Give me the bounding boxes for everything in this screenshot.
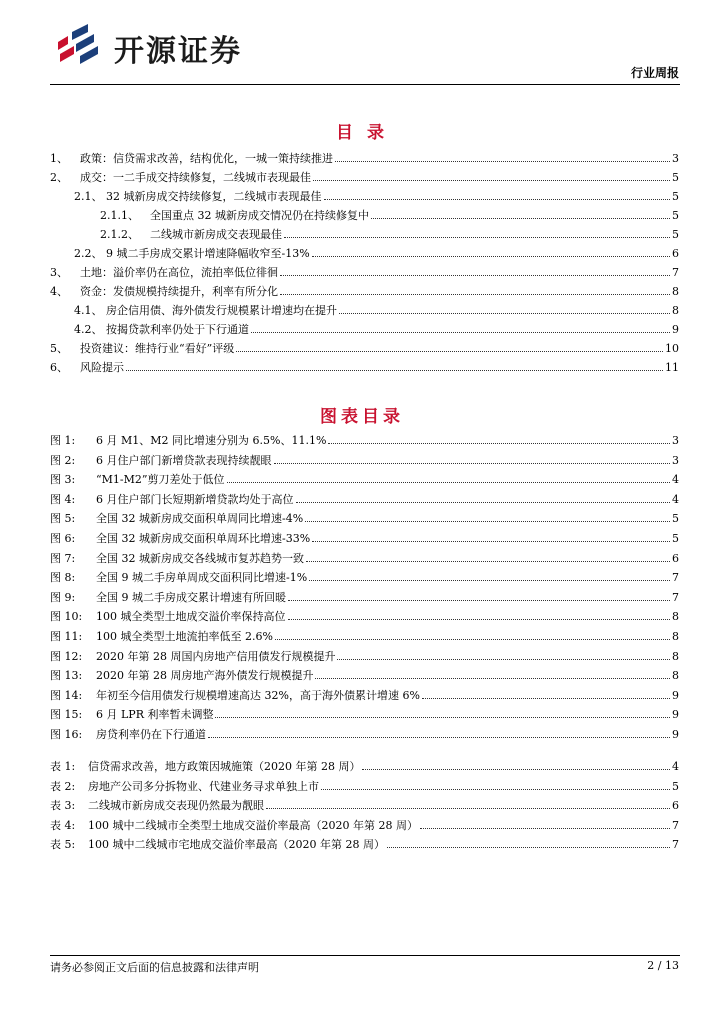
entry-title: 2020 年第 28 周房地产海外债发行规模提升 xyxy=(96,669,314,683)
entry-number: 6、 xyxy=(50,361,68,374)
entry-page-number: 6 xyxy=(672,551,679,565)
entry-title: 全国 9 城二手房单周成交面积同比增速-1% xyxy=(96,571,308,585)
entry-title: 风险提示 xyxy=(80,361,124,374)
entry-number: 4.2、 xyxy=(74,323,103,336)
dot-leader xyxy=(313,179,670,181)
dot-leader xyxy=(312,255,670,257)
entry-page-number: 7 xyxy=(672,818,679,832)
page-header xyxy=(0,0,724,88)
figures-entry[interactable] xyxy=(50,604,679,623)
entry-number: 图 4: xyxy=(50,492,76,506)
entry-number: 2、 xyxy=(50,171,68,184)
entry-title: 二线城市新房成交表现最佳 xyxy=(150,228,282,241)
dot-leader xyxy=(309,579,670,581)
toc-entry[interactable] xyxy=(74,298,679,317)
dot-leader xyxy=(305,520,670,522)
entry-title: “M1-M2”剪刀差处于低位 xyxy=(96,473,225,487)
entry-number: 图 10: xyxy=(50,610,83,624)
entry-page-number: 4 xyxy=(672,760,679,773)
dot-leader xyxy=(280,293,670,295)
entry-page-number: 7 xyxy=(672,838,679,852)
entry-page-number: 9 xyxy=(672,323,679,336)
entry-title: 100 城中二线城市全类型土地成交溢价率最高（2020 年第 28 周） xyxy=(88,818,418,832)
report-type-label: 行业周报 xyxy=(630,66,679,80)
figures-entry[interactable] xyxy=(50,565,679,584)
entry-page-number: 8 xyxy=(672,304,679,317)
entry-number: 4.1、 xyxy=(74,304,103,317)
tables-entry[interactable] xyxy=(50,774,679,793)
dot-leader xyxy=(266,807,670,809)
toc-entry[interactable] xyxy=(50,165,679,184)
entry-page-number: 3 xyxy=(672,152,679,165)
entry-page-number: 5 xyxy=(672,779,679,793)
dot-leader xyxy=(321,788,670,790)
entry-title: 全国重点 32 城新房成交情况仍在持续修复中 xyxy=(150,209,369,222)
dot-leader xyxy=(280,274,670,276)
entry-title: 政策：信贷需求改善，结构优化，一城一策持续推进 xyxy=(80,152,333,165)
entry-title: 6 月 M1、M2 同比增速分别为 6.5%、11.1% xyxy=(96,434,327,447)
header-divider xyxy=(50,84,680,85)
figures-entry[interactable] xyxy=(50,585,679,604)
dot-leader xyxy=(324,198,671,200)
entry-page-number: 5 xyxy=(672,512,679,526)
tables-entry[interactable] xyxy=(50,813,679,832)
entry-title: 100 城中二线城市宅地成交溢价率最高（2020 年第 28 周） xyxy=(88,838,385,852)
entry-number: 图 12: xyxy=(50,649,83,663)
dot-leader xyxy=(362,768,670,770)
dot-leader xyxy=(306,560,670,562)
toc-title: 目 录 xyxy=(336,123,388,143)
entry-title: 100 城全类型土地流拍率低至 2.6% xyxy=(96,630,273,643)
dot-leader xyxy=(387,846,670,848)
figures-entry[interactable] xyxy=(50,663,679,682)
dot-leader xyxy=(208,736,670,738)
entry-page-number: 5 xyxy=(672,209,679,222)
entry-number: 表 2: xyxy=(50,779,76,793)
entry-page-number: 11 xyxy=(665,361,679,374)
dot-leader xyxy=(339,312,670,314)
entry-number: 图 8: xyxy=(50,571,76,585)
figures-entry[interactable] xyxy=(50,722,679,741)
entry-number: 表 3: xyxy=(50,799,76,813)
figures-title: 图表目录 xyxy=(320,407,404,427)
entry-page-number: 8 xyxy=(672,649,679,663)
entry-page-number: 3 xyxy=(672,453,679,467)
toc-entry[interactable] xyxy=(50,146,679,165)
toc-entry[interactable] xyxy=(100,203,679,222)
figures-entry[interactable] xyxy=(50,428,679,447)
footer-divider xyxy=(50,955,680,956)
entry-number: 图 15: xyxy=(50,708,83,722)
toc-entry[interactable] xyxy=(50,355,679,374)
entry-title: 房贷利率仍在下行通道 xyxy=(96,728,206,741)
entry-page-number: 5 xyxy=(672,228,679,241)
entry-number: 图 16: xyxy=(50,728,83,741)
entry-page-number: 7 xyxy=(672,590,679,604)
page-indicator: 2 / 13 xyxy=(647,959,679,972)
dot-leader xyxy=(251,331,670,333)
entry-number: 2.1.1、 xyxy=(100,209,139,222)
entry-number: 图 2: xyxy=(50,453,76,467)
entry-page-number: 8 xyxy=(672,610,679,624)
toc-entry[interactable] xyxy=(74,317,679,336)
entry-title: 资金：发债规模持续提升，利率有所分化 xyxy=(80,285,278,298)
dot-leader xyxy=(284,236,670,238)
tables-entry[interactable] xyxy=(50,793,679,812)
toc-entry[interactable] xyxy=(50,336,679,355)
entry-number: 图 11: xyxy=(50,630,83,643)
entry-title: 全国 9 城二手房成交累计增速有所回暖 xyxy=(96,590,286,604)
entry-page-number: 6 xyxy=(672,247,679,260)
entry-number: 1、 xyxy=(50,152,68,165)
dot-leader xyxy=(126,369,663,371)
entry-title: 6 月住户部门新增贷款表现持续靓眼 xyxy=(96,453,272,467)
entry-page-number: 6 xyxy=(672,799,679,813)
dot-leader xyxy=(275,638,670,640)
entry-title: 年初至今信用债发行规模增速高达 32%，高于海外债累计增速 6% xyxy=(96,688,420,702)
entry-number: 图 3: xyxy=(50,473,76,487)
figures-entry[interactable] xyxy=(50,644,679,663)
figures-entry[interactable] xyxy=(50,683,679,702)
entry-page-number: 8 xyxy=(672,669,679,683)
entry-title: 6 月 LPR 利率暂未调整 xyxy=(96,708,214,722)
entry-title: 成交：一二手成交持续修复，二线城市表现最佳 xyxy=(80,171,311,184)
entry-title: 房地产公司多分拆物业、代建业务寻求单独上市 xyxy=(88,779,319,793)
entry-page-number: 10 xyxy=(665,342,679,355)
entry-page-number: 8 xyxy=(672,630,679,643)
entry-page-number: 9 xyxy=(672,708,679,722)
entry-title: 房企信用债、海外债发行规模累计增速均在提升 xyxy=(106,304,337,317)
entry-number: 2.1、 xyxy=(74,190,103,203)
entry-page-number: 4 xyxy=(672,492,679,506)
entry-number: 3、 xyxy=(50,266,68,279)
dot-leader xyxy=(274,462,671,464)
entry-title: 信贷需求改善，地方政策因城施策（2020 年第 28 周） xyxy=(88,760,361,773)
company-logo xyxy=(54,22,284,69)
figures-entry[interactable] xyxy=(50,487,679,506)
dot-leader xyxy=(422,697,670,699)
entry-page-number: 9 xyxy=(672,688,679,702)
entry-page-number: 4 xyxy=(672,473,679,487)
entry-number: 图 5: xyxy=(50,512,76,526)
entry-number: 图 7: xyxy=(50,551,76,565)
entry-title: 投资建议：维持行业“看好”评级 xyxy=(80,342,235,355)
entry-number: 表 4: xyxy=(50,818,76,832)
logo-mark-icon xyxy=(54,22,104,66)
dot-leader xyxy=(335,160,670,162)
entry-title: 按揭贷款利率仍处于下行通道 xyxy=(106,323,249,336)
brand-name: 开源证券 xyxy=(114,34,242,69)
entry-title: 9 城二手房成交累计增速降幅收窄至-13% xyxy=(106,247,310,260)
entry-page-number: 7 xyxy=(672,571,679,585)
dot-leader xyxy=(215,716,670,718)
entry-page-number: 3 xyxy=(672,434,679,447)
entry-title: 6 月住户部门长短期新增贷款均处于高位 xyxy=(96,492,294,506)
dot-leader xyxy=(420,827,670,829)
tables-entry[interactable] xyxy=(50,754,679,773)
entry-title: 2020 年第 28 周国内房地产信用债发行规模提升 xyxy=(96,649,336,663)
dot-leader xyxy=(296,501,671,503)
toc-entry[interactable] xyxy=(74,184,679,203)
entry-number: 图 14: xyxy=(50,688,83,702)
dot-leader xyxy=(288,618,671,620)
entry-number: 2.1.2、 xyxy=(100,228,139,241)
entry-page-number: 5 xyxy=(672,171,679,184)
entry-number: 5、 xyxy=(50,342,68,355)
dot-leader xyxy=(371,217,670,219)
dot-leader xyxy=(236,350,663,352)
entry-title: 全国 32 城新房成交面积单周环比增速-33% xyxy=(96,532,311,545)
dot-leader xyxy=(288,599,670,601)
entry-number: 图 1: xyxy=(50,434,76,447)
entry-number: 表 5: xyxy=(50,838,76,852)
toc-entry[interactable] xyxy=(74,241,679,260)
entry-title: 100 城全类型土地成交溢价率保持高位 xyxy=(96,610,286,624)
entry-number: 图 13: xyxy=(50,669,83,683)
entry-number: 4、 xyxy=(50,285,68,298)
toc-entry[interactable] xyxy=(50,260,679,279)
figures-entry[interactable] xyxy=(50,624,679,643)
entry-page-number: 7 xyxy=(672,266,679,279)
entry-title: 全国 32 城新房成交各线城市复苏趋势一致 xyxy=(96,551,304,565)
entry-number: 图 6: xyxy=(50,532,76,545)
footer-disclaimer: 请务必参阅正文后面的信息披露和法律声明 xyxy=(50,961,259,974)
tables-entry[interactable] xyxy=(50,832,679,851)
entry-title: 32 城新房成交持续修复，二线城市表现最佳 xyxy=(106,190,322,203)
dot-leader xyxy=(227,481,671,483)
entry-title: 全国 32 城新房成交面积单周同比增速-4% xyxy=(96,512,304,526)
figures-entry[interactable] xyxy=(50,702,679,721)
entry-page-number: 8 xyxy=(672,285,679,298)
entry-number: 表 1: xyxy=(50,760,76,773)
toc-entry[interactable] xyxy=(100,222,679,241)
entry-title: 土地：溢价率仍在高位，流拍率低位徘徊 xyxy=(80,266,278,279)
dot-leader xyxy=(337,658,670,660)
entry-number: 2.2、 xyxy=(74,247,103,260)
figures-entry[interactable] xyxy=(50,467,679,486)
toc-entry[interactable] xyxy=(50,279,679,298)
entry-page-number: 5 xyxy=(672,532,679,545)
figures-entry[interactable] xyxy=(50,546,679,565)
figures-entry[interactable] xyxy=(50,448,679,467)
dot-leader xyxy=(328,442,670,444)
figures-entry[interactable] xyxy=(50,526,679,545)
figures-entry[interactable] xyxy=(50,506,679,525)
entry-page-number: 5 xyxy=(672,190,679,203)
entry-title: 二线城市新房成交表现仍然最为靓眼 xyxy=(88,799,264,813)
entry-number: 图 9: xyxy=(50,590,76,604)
dot-leader xyxy=(312,540,670,542)
dot-leader xyxy=(315,677,670,679)
entry-page-number: 9 xyxy=(672,728,679,741)
